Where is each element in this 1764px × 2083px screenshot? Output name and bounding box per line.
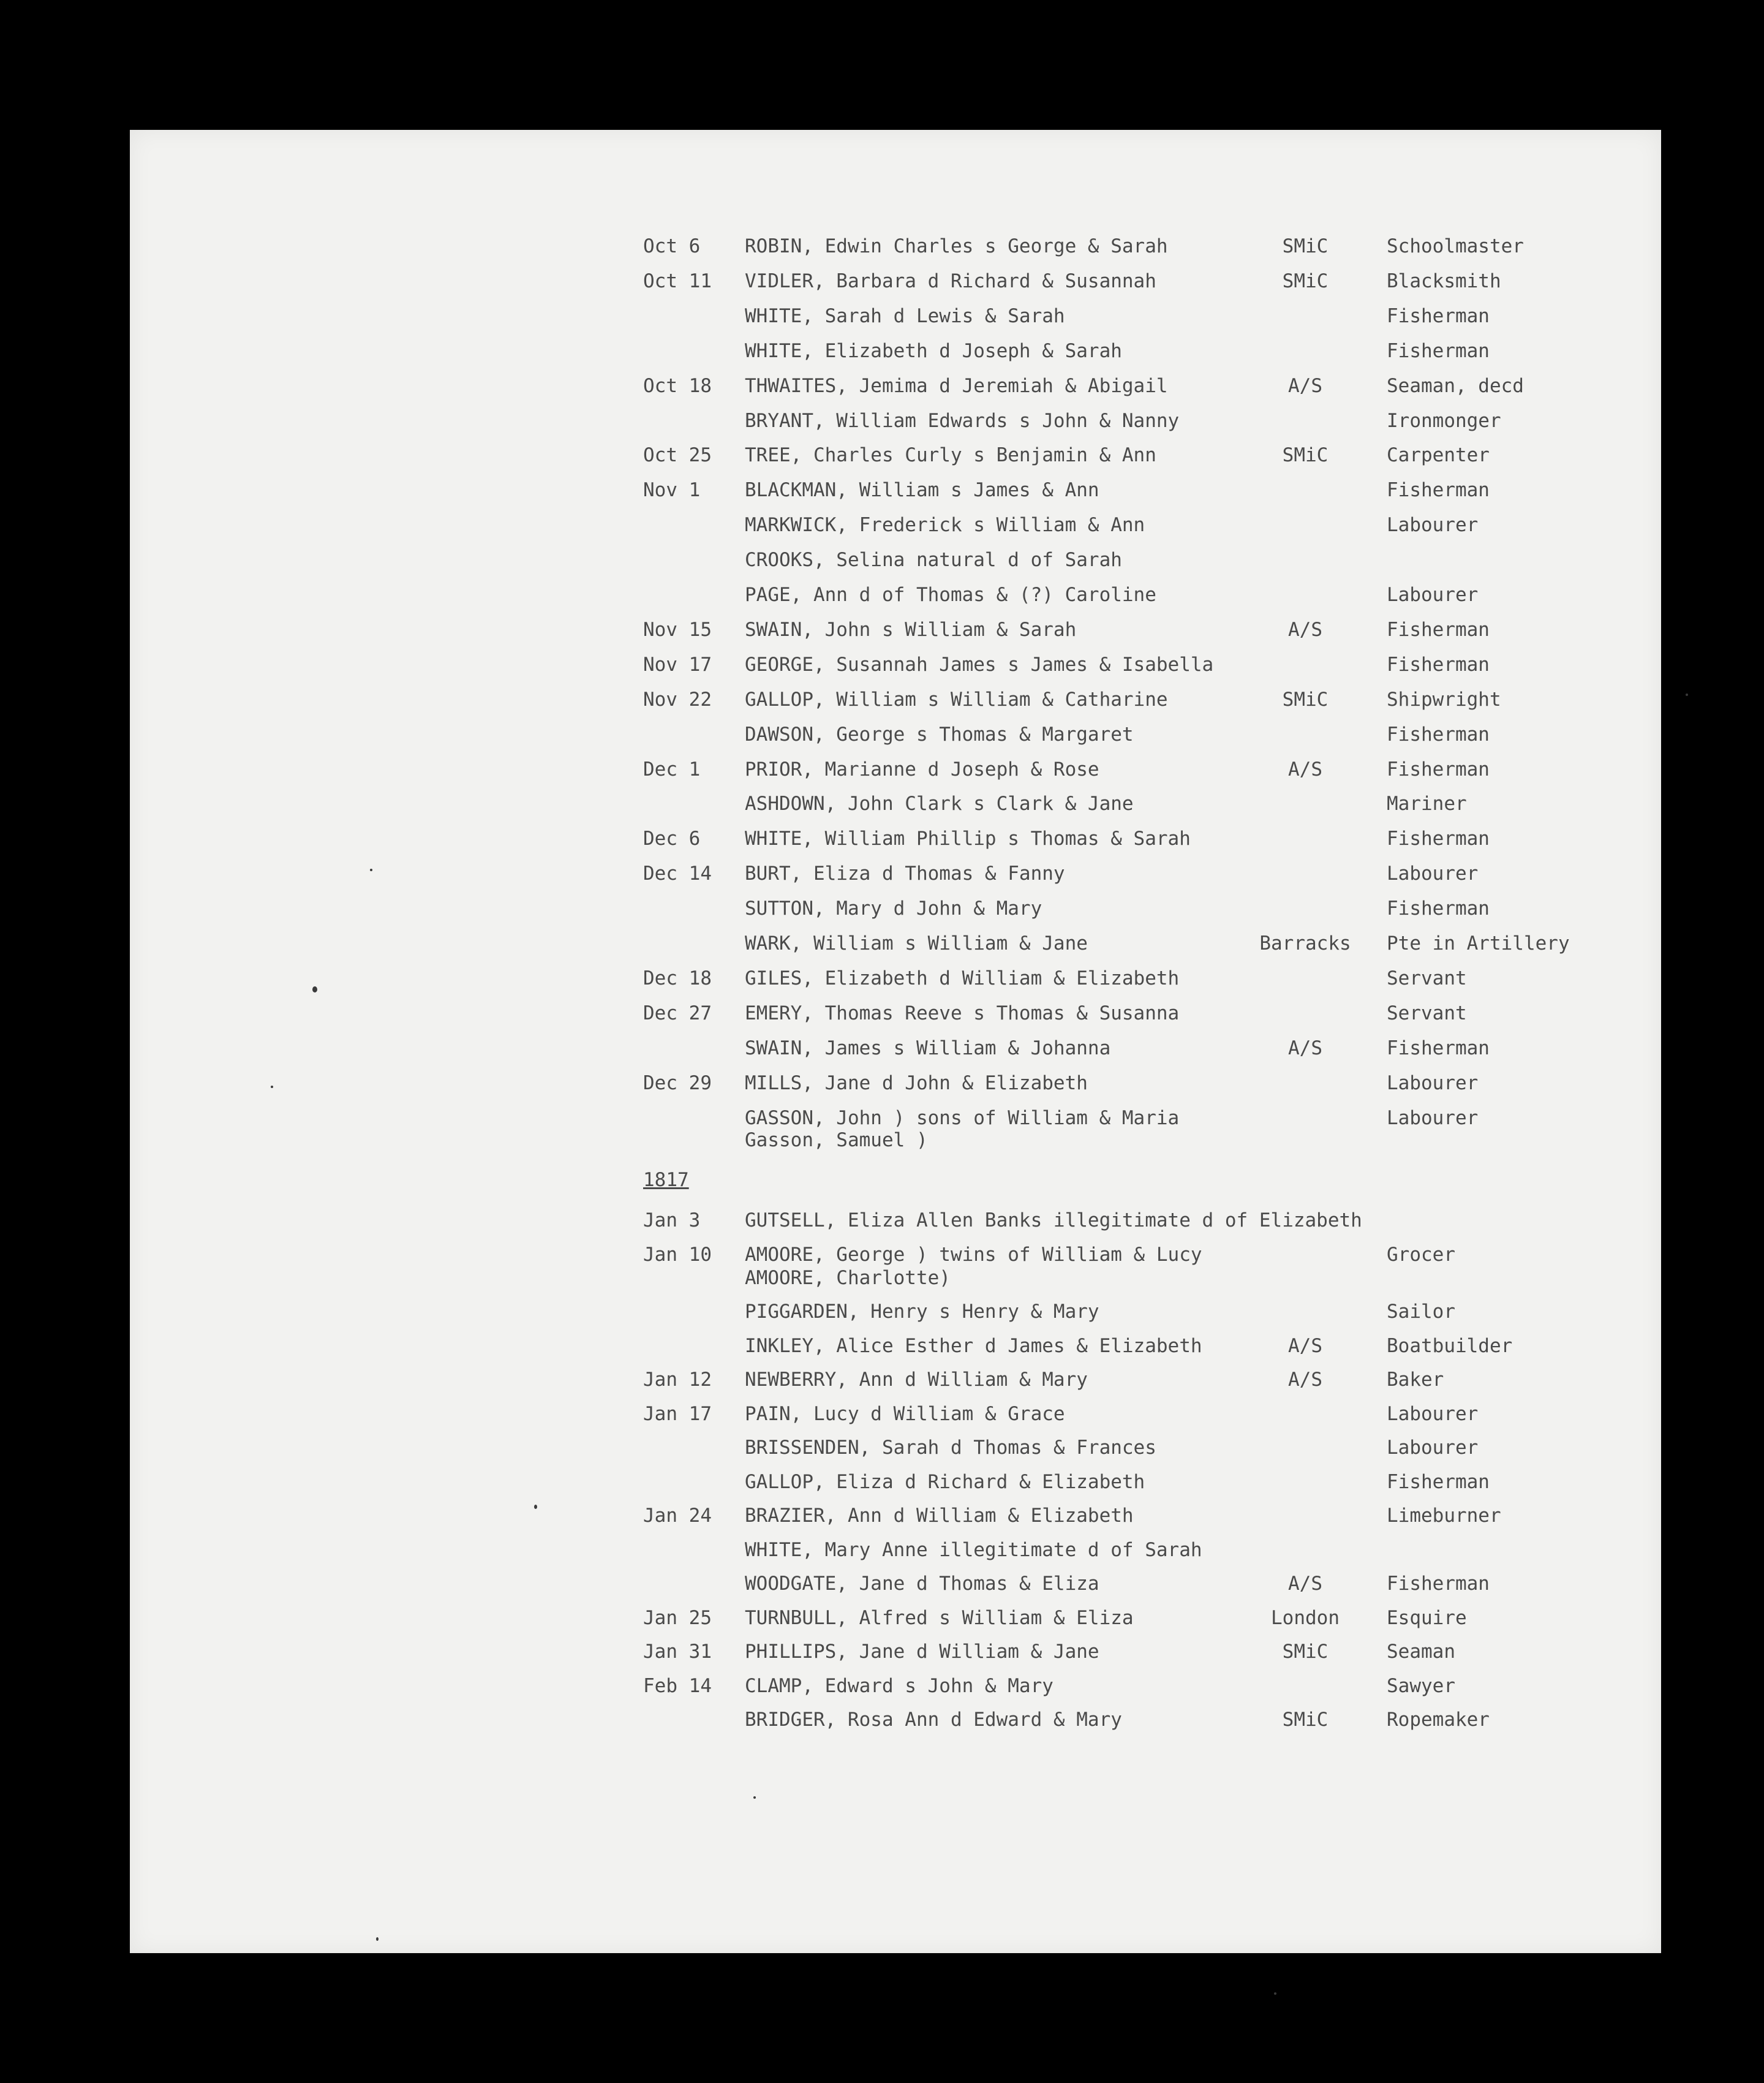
entry-place: SMiC xyxy=(1282,688,1329,711)
register-row xyxy=(643,856,1648,891)
entry-occupation: Esquire xyxy=(1387,1606,1467,1629)
entry-text: ASHDOWN, John Clark s Clark & Jane xyxy=(745,793,1134,815)
entry-occupation: Carpenter xyxy=(1387,444,1490,467)
register-row xyxy=(643,1363,1648,1397)
entry-occupation: Fisherman xyxy=(1387,653,1490,676)
entry-date: Nov 15 xyxy=(643,618,712,641)
entry-text: EMERY, Thomas Reeve s Thomas & Susanna xyxy=(745,1002,1180,1024)
entry-date: Nov 17 xyxy=(643,653,712,676)
paper-speck xyxy=(1686,694,1688,696)
register-row xyxy=(643,891,1648,926)
entry-place: A/S xyxy=(1288,1334,1322,1357)
entry-date: Jan 12 xyxy=(643,1369,712,1391)
entry-date: Dec 14 xyxy=(643,863,712,885)
entry-date: Nov 22 xyxy=(643,688,712,711)
entry-text: Gasson, Samuel ) xyxy=(745,1129,928,1152)
entry-text: SWAIN, John s William & Sarah xyxy=(745,618,1077,641)
paper-speck xyxy=(534,1505,537,1509)
register-row xyxy=(643,578,1648,612)
entry-date: Dec 1 xyxy=(643,758,701,781)
entry-date: Dec 27 xyxy=(643,1002,712,1024)
entry-text: TURNBULL, Alfred s William & Eliza xyxy=(745,1606,1134,1629)
register-row xyxy=(643,822,1648,856)
entry-place: SMiC xyxy=(1282,1709,1329,1731)
entry-place: A/S xyxy=(1288,374,1322,397)
entry-occupation: Fisherman xyxy=(1387,304,1490,327)
paper-speck xyxy=(376,1937,379,1941)
entry-text: PAIN, Lucy d William & Grace xyxy=(745,1402,1065,1425)
register-row xyxy=(643,1465,1648,1499)
entry-occupation: Seaman xyxy=(1387,1641,1455,1663)
register-row xyxy=(643,438,1648,472)
entry-occupation: Fisherman xyxy=(1387,618,1490,641)
register-row xyxy=(643,334,1648,368)
entry-date: Oct 25 xyxy=(643,444,712,467)
entry-occupation: Labourer xyxy=(1387,1072,1479,1094)
entry-text: NEWBERRY, Ann d William & Mary xyxy=(745,1369,1088,1391)
paper-speck xyxy=(271,1086,273,1088)
register-row xyxy=(643,229,1648,263)
entry-occupation: Ironmonger xyxy=(1387,409,1501,432)
register-row xyxy=(643,682,1648,717)
entry-date: Oct 18 xyxy=(643,374,712,397)
entry-occupation: Labourer xyxy=(1387,863,1479,885)
entry-text: CLAMP, Edward s John & Mary xyxy=(745,1674,1054,1697)
entry-occupation: Fisherman xyxy=(1387,1470,1490,1493)
entry-occupation: Labourer xyxy=(1387,584,1479,606)
entry-occupation: Fisherman xyxy=(1387,723,1490,746)
entry-date: Dec 6 xyxy=(643,828,701,850)
entry-text: BRISSENDEN, Sarah d Thomas & Frances xyxy=(745,1437,1156,1459)
register-row xyxy=(643,648,1648,682)
entry-occupation: Fisherman xyxy=(1387,828,1490,850)
entry-text: WARK, William s William & Jane xyxy=(745,932,1088,955)
entry-occupation: Labourer xyxy=(1387,1437,1479,1459)
entry-occupation: Labourer xyxy=(1387,514,1479,537)
paper-speck xyxy=(370,869,372,871)
entry-text: ROBIN, Edwin Charles s George & Sarah xyxy=(745,235,1168,257)
register-row xyxy=(643,1533,1648,1567)
register-row xyxy=(643,473,1648,507)
entry-date: Jan 25 xyxy=(643,1606,712,1629)
entry-text: BRAZIER, Ann d William & Elizabeth xyxy=(745,1505,1134,1527)
entry-text: GALLOP, Eliza d Richard & Elizabeth xyxy=(745,1470,1145,1493)
entry-place: A/S xyxy=(1288,1037,1322,1059)
register-row xyxy=(643,1295,1648,1329)
register-row xyxy=(643,404,1648,438)
entry-text: SUTTON, Mary d John & Mary xyxy=(745,898,1042,920)
entry-occupation: Boatbuilder xyxy=(1387,1334,1513,1357)
paper-speck xyxy=(1274,1992,1276,1995)
register-row xyxy=(643,264,1648,298)
register-row xyxy=(643,1203,1648,1238)
entry-occupation: Servant xyxy=(1387,967,1467,989)
register-row xyxy=(643,1431,1648,1465)
entry-text: WHITE, William Phillip s Thomas & Sarah xyxy=(745,828,1191,850)
register-row xyxy=(643,1703,1648,1737)
entry-date: Dec 29 xyxy=(643,1072,712,1094)
register-row xyxy=(643,996,1648,1030)
entry-text: GALLOP, William s William & Catharine xyxy=(745,688,1168,711)
entry-date: Dec 18 xyxy=(643,967,712,989)
entry-text: AMOORE, George ) twins of William & Lucy xyxy=(745,1243,1202,1266)
paper-speck xyxy=(753,1796,756,1799)
register-row xyxy=(643,752,1648,787)
register-row xyxy=(643,1329,1648,1363)
entry-text: BRYANT, William Edwards s John & Nanny xyxy=(745,409,1180,432)
entry-date: Oct 6 xyxy=(643,235,701,257)
register-row xyxy=(643,1066,1648,1100)
entry-occupation: Fisherman xyxy=(1387,479,1490,502)
entry-text: PAGE, Ann d of Thomas & (?) Caroline xyxy=(745,584,1156,606)
register-row xyxy=(643,1499,1648,1533)
entry-text: PHILLIPS, Jane d William & Jane xyxy=(745,1641,1099,1663)
entry-date: Jan 24 xyxy=(643,1505,712,1527)
paper-speck xyxy=(312,986,317,992)
entry-occupation: Grocer xyxy=(1387,1243,1455,1266)
entry-text: WHITE, Mary Anne illegitimate d of Sarah xyxy=(745,1538,1202,1561)
entry-text: BRIDGER, Rosa Ann d Edward & Mary xyxy=(745,1709,1122,1731)
entry-place: A/S xyxy=(1288,758,1322,781)
entry-text: AMOORE, Charlotte) xyxy=(745,1266,951,1289)
entry-occupation: Sawyer xyxy=(1387,1674,1455,1697)
register-row xyxy=(643,787,1648,821)
entry-text: WHITE, Elizabeth d Joseph & Sarah xyxy=(745,339,1122,362)
entry-place: SMiC xyxy=(1282,270,1329,292)
entry-occupation: Fisherman xyxy=(1387,898,1490,920)
entry-date: Jan 3 xyxy=(643,1209,701,1232)
entry-occupation: Fisherman xyxy=(1387,339,1490,362)
register-row xyxy=(643,1567,1648,1601)
entry-text: DAWSON, George s Thomas & Margaret xyxy=(745,723,1134,746)
entry-text: PIGGARDEN, Henry s Henry & Mary xyxy=(745,1301,1099,1323)
register-row xyxy=(643,369,1648,403)
register-row xyxy=(643,299,1648,333)
register-row xyxy=(643,1031,1648,1065)
register-row xyxy=(643,1601,1648,1635)
register-row xyxy=(643,508,1648,542)
register-row xyxy=(643,1397,1648,1431)
entry-occupation: Servant xyxy=(1387,1002,1467,1024)
register-row xyxy=(643,961,1648,996)
entry-text: GILES, Elizabeth d William & Elizabeth xyxy=(745,967,1180,989)
entry-text: THWAITES, Jemima d Jeremiah & Abigail xyxy=(745,374,1168,397)
entry-date: Nov 1 xyxy=(643,479,701,502)
document-page xyxy=(130,130,1661,1953)
entry-date: Jan 10 xyxy=(643,1243,712,1266)
entry-text: MILLS, Jane d John & Elizabeth xyxy=(745,1072,1088,1094)
entry-date: Oct 11 xyxy=(643,270,712,292)
entry-occupation: Pte in Artillery xyxy=(1387,932,1570,955)
entry-text: BURT, Eliza d Thomas & Fanny xyxy=(745,863,1065,885)
register-row xyxy=(643,717,1648,752)
entry-occupation: Fisherman xyxy=(1387,1573,1490,1595)
register-row xyxy=(643,1635,1648,1669)
entry-place: A/S xyxy=(1288,618,1322,641)
entry-text: PRIOR, Marianne d Joseph & Rose xyxy=(745,758,1099,781)
entry-occupation: Blacksmith xyxy=(1387,270,1501,292)
entry-text: TREE, Charles Curly s Benjamin & Ann xyxy=(745,444,1156,467)
register-row xyxy=(643,1123,1648,1157)
entry-text: SWAIN, James s William & Johanna xyxy=(745,1037,1111,1059)
entry-date: Feb 14 xyxy=(643,1674,712,1697)
entry-occupation: Sailor xyxy=(1387,1301,1455,1323)
entry-text: VIDLER, Barbara d Richard & Susannah xyxy=(745,270,1156,292)
entry-occupation: Fisherman xyxy=(1387,758,1490,781)
year-heading: 1817 xyxy=(643,1169,689,1192)
entry-place: SMiC xyxy=(1282,444,1329,467)
entry-occupation: Seaman, decd xyxy=(1387,374,1524,397)
entry-text: GUTSELL, Eliza Allen Banks illegitimate d of Elizabeth xyxy=(745,1209,1362,1232)
entry-text: GASSON, John ) sons of William & Maria xyxy=(745,1106,1180,1129)
register-row xyxy=(643,613,1648,647)
entry-occupation: Limeburner xyxy=(1387,1505,1501,1527)
entry-date: Jan 17 xyxy=(643,1402,712,1425)
entry-text: CROOKS, Selina natural d of Sarah xyxy=(745,549,1122,572)
register-row xyxy=(643,926,1648,961)
entry-date: Jan 31 xyxy=(643,1641,712,1663)
entry-text: GEORGE, Susannah James s James & Isabella xyxy=(745,653,1214,676)
entry-place: A/S xyxy=(1288,1369,1322,1391)
register-row xyxy=(643,1669,1648,1703)
entry-occupation: Ropemaker xyxy=(1387,1709,1490,1731)
entry-place: London xyxy=(1271,1606,1340,1629)
entry-place: A/S xyxy=(1288,1573,1322,1595)
entry-occupation: Shipwright xyxy=(1387,688,1501,711)
entry-place: SMiC xyxy=(1282,1641,1329,1663)
entry-occupation: Schoolmaster xyxy=(1387,235,1524,257)
entry-occupation: Labourer xyxy=(1387,1106,1479,1129)
entry-text: WHITE, Sarah d Lewis & Sarah xyxy=(745,304,1065,327)
register-row xyxy=(643,1261,1648,1295)
entry-occupation: Labourer xyxy=(1387,1402,1479,1425)
entry-text: INKLEY, Alice Esther d James & Elizabeth xyxy=(745,1334,1202,1357)
entry-text: WOODGATE, Jane d Thomas & Eliza xyxy=(745,1573,1099,1595)
entry-occupation: Baker xyxy=(1387,1369,1444,1391)
entry-text: MARKWICK, Frederick s William & Ann xyxy=(745,514,1145,537)
entry-place: SMiC xyxy=(1282,235,1329,257)
register-row xyxy=(643,543,1648,577)
entry-occupation: Fisherman xyxy=(1387,1037,1490,1059)
entry-text: BLACKMAN, William s James & Ann xyxy=(745,479,1099,502)
entry-occupation: Mariner xyxy=(1387,793,1467,815)
entry-place: Barracks xyxy=(1259,932,1351,955)
